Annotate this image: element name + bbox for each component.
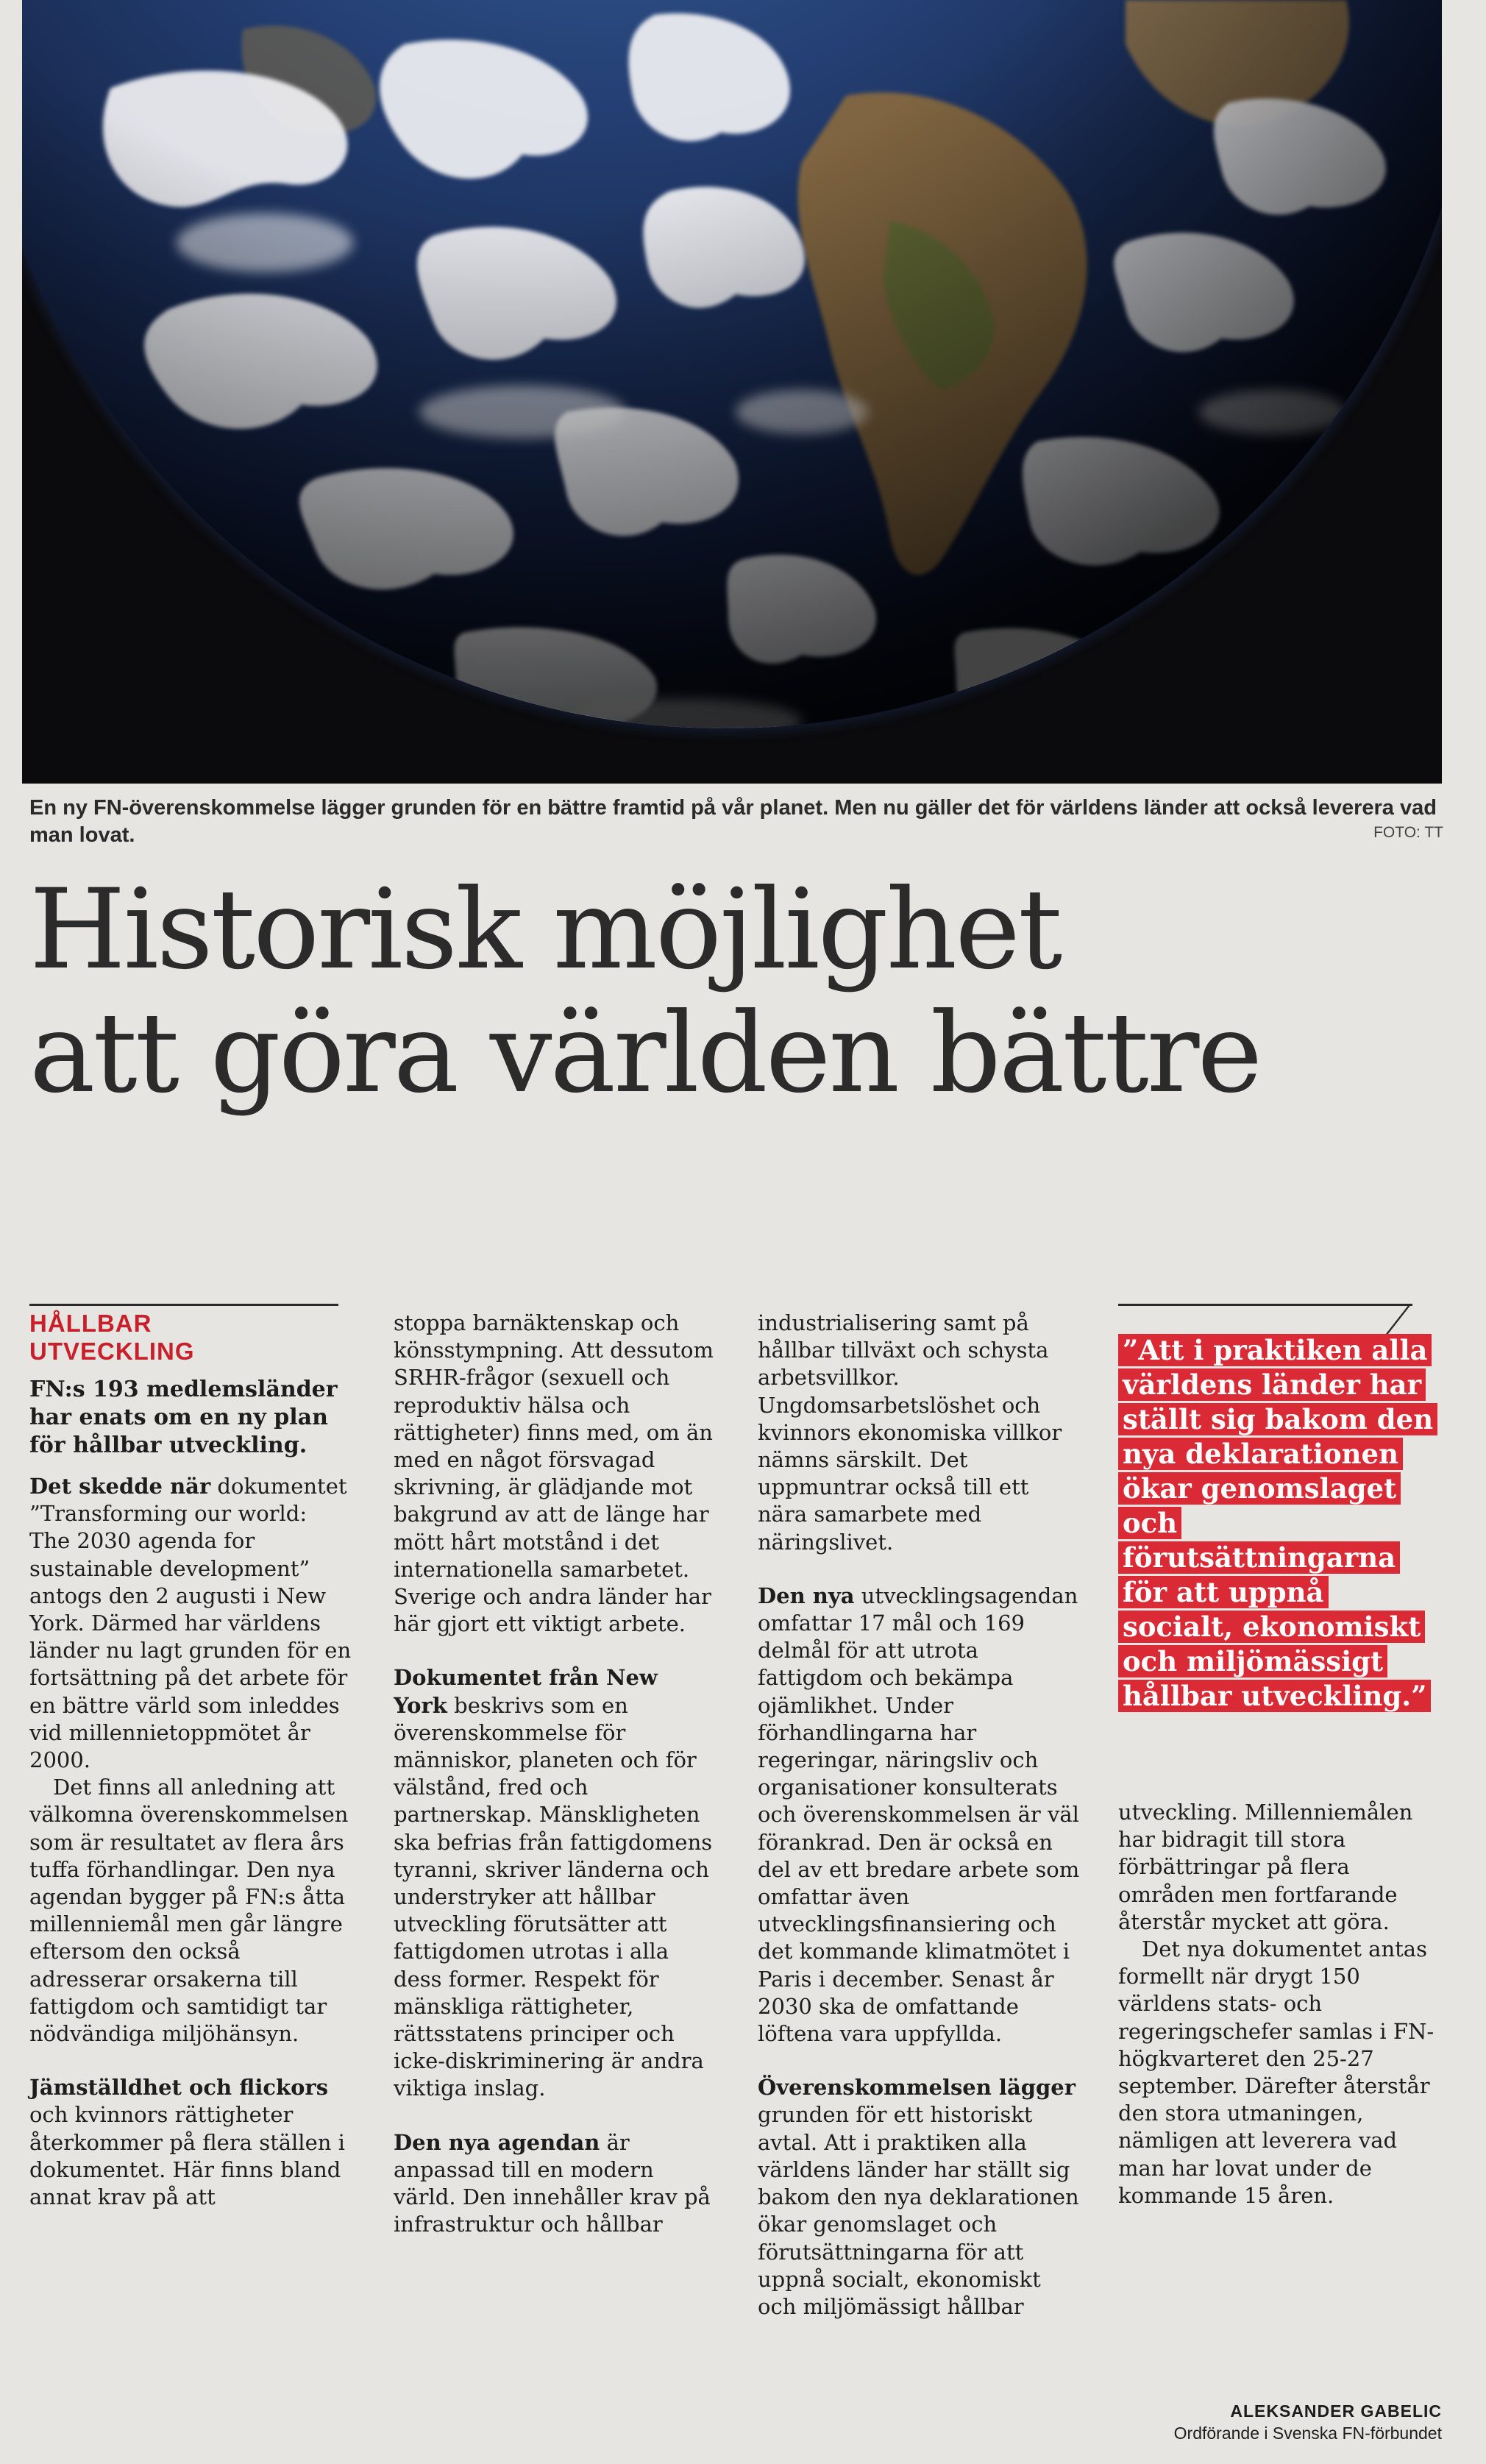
paragraph-text: är anpassad till en modern värld. Den innehåller krav på infrastruktur och hållbar: [394, 2129, 711, 2237]
paragraph: [29, 1473, 353, 1774]
paragraph: [394, 2129, 717, 2239]
pull-quote: [1118, 1333, 1442, 1714]
headline-line-1: Historisk möjlighet: [29, 866, 1061, 994]
paragraph: stoppa barnäktenskap och könsstympning. Att dessutom SRHR-frågor (sexuell och reproduktiv hälsa och rättigheter) finns med, om än med en något försvagad skrivning, är glädjande mot bakgrund av att de länge har mött hårt motstånd i det internationella samarbetet. Sverige och andra länder har här gjort ett viktigt arbete.: [394, 1310, 714, 1637]
paragraph-lead: Den nya: [758, 1583, 855, 1608]
quote-frame-line: [1118, 1304, 1412, 1306]
paragraph-text: utvecklingsagendan omfattar 17 mål och 169 delmål för att utrota fattigdom och bekämpa ojämlikhet. Under förhandlingarna har regeringar, näringsliv och organisationer konsulterats och överenskommelsen är väl förankrad. Den är också en del av ett bredare arbete som omfattar även utvecklingsfinansiering och det kommande klimatmötet i Paris i december. Senast år 2030 ska de omfattande löftena vara uppfyllda.: [758, 1583, 1080, 2047]
paragraph-text: dokumentet ”Transforming our world: The 2030 agenda for sustainable development” antogs den 2 augusti i New York. Därmed har världens länder nu lagt grunden för en fortsättning på det arbete för en bättre värld som inleddes vid millennietoppmötet år 2000.: [29, 1474, 352, 1773]
article-ingress: FN:s 193 medlemsländer har enats om en ny plan för hållbar utveckling.: [29, 1377, 338, 1458]
paragraph: [758, 1583, 1081, 2048]
paragraph-lead: Jämställdhet och flickors: [29, 2075, 329, 2101]
paragraph-lead: Överenskommelsen lägger: [758, 2075, 1076, 2101]
headline: [29, 866, 1449, 1118]
photo-caption: En ny FN-överenskommelse lägger grunden för en bättre framtid på vår planet. Men nu gäller det för världens länder att också leverera vad man lovat.: [29, 796, 1437, 847]
paragraph: Det finns all anledning att välkomna överenskommelsen som är resultatet av flera års tuffa förhandlingar. Den nya agendan bygger på FN:s åtta millenniemål men går längre eftersom den också adresserar orsakerna till fattigdom och samtidigt tar nödvändiga miljöhänsyn.: [29, 1775, 349, 2047]
paragraph: [394, 1664, 717, 2102]
section-rubric: [29, 1310, 353, 1366]
pull-quote-box: [1118, 1304, 1442, 1753]
rubric-line-1: HÅLLBAR: [29, 1310, 152, 1337]
article-column-3: [758, 1310, 1081, 2321]
earth-image: [22, 0, 1442, 784]
paragraph: Det nya dokumentet antas formellt när drygt 150 världens stats- och regeringschefer samlas i FN-högkvarteret den 25-27 september. Därefter återstår den stora utmaningen, nämligen att leverera vad man har lovat under de kommande 15 åren.: [1118, 1936, 1435, 2208]
paragraph: utveckling. Millenniemålen har bidragit till stora förbättringar på flera områden men fortfarande återstår mycket att göra.: [1118, 1800, 1413, 1934]
paragraph-lead: Det skedde när: [29, 1474, 211, 1499]
paragraph: industrialisering samt på hållbar tillväxt och schysta arbetsvillkor. Ungdomsarbetslöshet och kvinnors ekonomiska villkor nämns särskilt. Det uppmuntrar också till ett nära samarbete med näringslivet.: [758, 1310, 1062, 1555]
article-column-4: [1118, 1799, 1442, 2209]
earth-photo: [22, 0, 1442, 784]
author-name: ALEKSANDER GABELIC: [1230, 2401, 1442, 2421]
author-title: Ordförande i Svenska FN-förbundet: [1173, 2424, 1442, 2443]
paragraph: [29, 2074, 353, 2211]
paragraph: [758, 2074, 1081, 2321]
author-signature: [1118, 2400, 1442, 2444]
paragraph-text: beskrivs som en överenskommelse för människor, planeten och för välstånd, fred och partnerskap. Mänskligheten ska befrias från fattigdomens tyranni, skriver länderna och understryker att hållbar utveckling förutsätter att fattigdomen utrotas i alla dess former. Respekt för mänskliga rättigheter, rättsstatens principer och icke-diskriminering är andra viktiga inslag.: [394, 1692, 713, 2101]
rubric-line-2: UTVECKLING: [29, 1338, 195, 1365]
article-column-1: [29, 1310, 353, 2211]
column-top-rule: [29, 1304, 338, 1306]
paragraph-lead: Dokumentet från New York: [394, 1665, 658, 1718]
photo-credit: FOTO: TT: [1373, 824, 1443, 841]
headline-line-2: att göra världen bättre: [29, 990, 1261, 1118]
pull-quote-text: ”Att i praktiken alla världens länder har ställt sig bakom den nya deklarationen ökar genomslaget och förutsättningarna för att uppnå socialt, ekonomiskt och miljömässigt hållbar utveckling.”: [1118, 1334, 1437, 1712]
paragraph-text: grunden för ett historiskt avtal. Att i praktiken alla världens länder har ställt sig bakom den nya deklarationen ökar genomslaget och förutsättningarna för att uppnå socialt, ekonomiskt och miljömässigt hållbar: [758, 2102, 1079, 2319]
article-column-2: [394, 1310, 717, 2239]
paragraph-lead: Den nya agendan: [394, 2129, 600, 2155]
paragraph-text: och kvinnors rättigheter återkommer på flera ställen i dokumentet. Här finns bland annat krav på att: [29, 2102, 345, 2210]
